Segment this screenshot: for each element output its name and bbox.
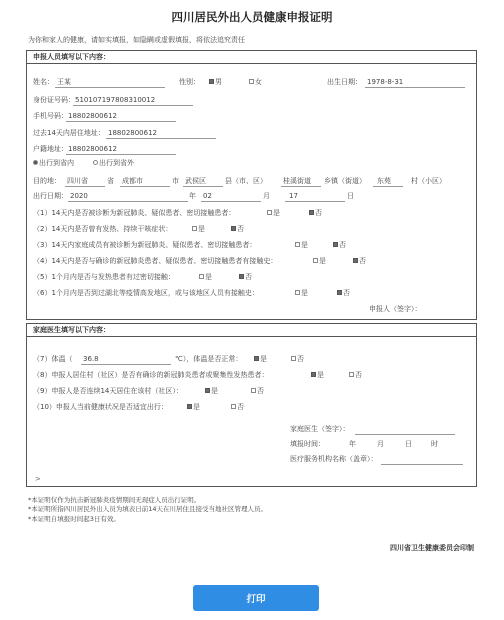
- checkbox-checked-icon: [337, 290, 342, 295]
- applicant-section-header: 申报人员填写以下内容：: [27, 51, 476, 64]
- fill-hour-label: 时: [431, 440, 438, 448]
- page-title: 四川居民外出人员健康申报证明: [171, 10, 333, 24]
- fill-month-label: 月: [377, 440, 384, 448]
- checkbox-checked-icon: [231, 226, 236, 231]
- q3-no-option[interactable]: 否: [333, 241, 346, 249]
- q9-yes-option[interactable]: 是: [205, 387, 218, 395]
- checkbox-checked-icon: [309, 210, 314, 215]
- institution-label: 医疗服务机构名称（盖章）：: [290, 455, 378, 463]
- text-cursor-indicator: >: [35, 475, 41, 483]
- village-suffix: 村（小区）: [411, 177, 446, 185]
- checkbox-icon: [295, 290, 300, 295]
- huji-field[interactable]: 18802800612: [68, 145, 117, 153]
- q3-yes-option[interactable]: 是: [295, 241, 308, 249]
- doctor-signature-label: 家庭医生（签字）：: [290, 425, 350, 433]
- q4-no-option[interactable]: 否: [353, 257, 366, 265]
- checkbox-icon: [249, 79, 254, 84]
- checkbox-icon: [349, 372, 354, 377]
- destination-county-field[interactable]: 武侯区: [185, 177, 206, 185]
- q10-no-option[interactable]: 否: [231, 403, 244, 411]
- checkbox-icon: [291, 356, 296, 361]
- fill-time-label: 填报时间：: [290, 440, 325, 448]
- q5-no-option[interactable]: 否: [239, 273, 252, 281]
- question-9-text: （9）申报人是否连续14天居住在该村（社区）：: [33, 387, 183, 395]
- radio-icon: [93, 160, 98, 165]
- applicant-signature-label: 申报人（签字）：: [369, 305, 422, 313]
- checkbox-icon: [313, 258, 318, 263]
- checkbox-icon: [251, 388, 256, 393]
- gender-male-option[interactable]: 男: [209, 78, 222, 86]
- phone-label: 手机号码：: [33, 112, 68, 120]
- question-2-text: （2）14天内是否曾有发热、持续干咳症状：: [33, 225, 173, 233]
- question-6-text: （6）1个月内是否到过湖北等疫情高发地区，或与该地区人员有接触史：: [33, 289, 259, 297]
- checkbox-icon: [267, 210, 272, 215]
- checkbox-checked-icon: [254, 356, 259, 361]
- past-address-field[interactable]: 18802800612: [108, 129, 157, 137]
- out-province-option[interactable]: 出行到省外: [93, 159, 134, 167]
- question-10-text: （10）申报人当前健康状况是否适宜出行：: [33, 403, 168, 411]
- q5-yes-option[interactable]: 是: [199, 273, 212, 281]
- checkbox-checked-icon: [187, 404, 192, 409]
- province-suffix: 省: [107, 177, 114, 185]
- q6-no-option[interactable]: 否: [337, 289, 350, 297]
- name-label: 姓名：: [33, 78, 54, 86]
- question-1-text: （1）14天内是否被诊断为新冠肺炎、疑似患者、密切接触患者：: [33, 209, 236, 217]
- q1-no-option[interactable]: 否: [309, 209, 322, 217]
- doctor-section-header: 家庭医生填写以下内容：: [27, 324, 476, 337]
- q4-yes-option[interactable]: 是: [313, 257, 326, 265]
- city-suffix: 市: [172, 177, 179, 185]
- notes: [28, 496, 267, 524]
- checkbox-checked-icon: [209, 79, 214, 84]
- destination-province-field[interactable]: 四川省: [67, 177, 88, 185]
- q1-yes-option[interactable]: 是: [267, 209, 280, 217]
- note-1: *本证明仅作为抗击新冠肺炎疫情期间无现症人员出行证明。: [28, 496, 201, 504]
- temperature-field[interactable]: 36.8: [83, 355, 99, 363]
- note-3: *本证明自填报时间起3日有效。: [28, 514, 120, 523]
- date-day-field[interactable]: 17: [289, 192, 298, 200]
- gender-female-option[interactable]: 女: [249, 78, 262, 86]
- date-year-field[interactable]: 2020: [70, 192, 88, 200]
- name-field[interactable]: 王某: [57, 78, 71, 86]
- q2-no-option[interactable]: 否: [231, 225, 244, 233]
- q9-no-option[interactable]: 否: [251, 387, 264, 395]
- birth-label: 出生日期：: [327, 78, 362, 86]
- id-field[interactable]: 510107197808310012: [75, 96, 156, 104]
- checkbox-icon: [199, 274, 204, 279]
- checkbox-checked-icon: [333, 242, 338, 247]
- q10-yes-option[interactable]: 是: [187, 403, 200, 411]
- date-month-field[interactable]: 02: [203, 192, 212, 200]
- birth-field[interactable]: 1978-8-31: [367, 78, 404, 86]
- destination-label: 目的地：: [33, 177, 61, 185]
- past-address-label: 过去14天内居住地址：: [33, 129, 105, 137]
- phone-field[interactable]: 18802800612: [68, 112, 117, 120]
- print-button[interactable]: 打印: [193, 585, 319, 611]
- q6-yes-option[interactable]: 是: [295, 289, 308, 297]
- huji-label: 户籍地址：: [33, 145, 68, 153]
- q7-no-option[interactable]: 否: [291, 355, 304, 363]
- note-2: *本证明所指四川居民外出人员为填表日前14天在川居住且接受当地社区管理人员。: [28, 505, 268, 514]
- q7-yes-option[interactable]: 是: [254, 355, 267, 363]
- destination-village-field[interactable]: 东苑: [377, 177, 391, 185]
- question-4-text: （4）14天内是否与确诊的新冠肺炎患者、疑似患者、密切接触患者有接触史：: [33, 257, 278, 265]
- temperature-label: （7）体温（: [33, 355, 73, 363]
- town-suffix: 乡镇（街道）: [324, 177, 366, 185]
- month-suffix: 月: [263, 192, 270, 200]
- fill-day-label: 日: [405, 440, 412, 448]
- year-suffix: 年: [189, 192, 196, 200]
- checkbox-icon: [295, 242, 300, 247]
- question-5-text: （5）1个月内是否与发热患者有过密切接触：: [33, 273, 175, 281]
- id-label: 身份证号码：: [33, 96, 75, 104]
- question-8-text: （8）申报人居住村（社区）是否有确诊的新冠肺炎患者或聚集性发热患者：: [33, 371, 269, 379]
- day-suffix: 日: [347, 192, 354, 200]
- question-3-text: （3）14天内家庭成员有被诊断为新冠肺炎、疑似患者、密切接触患者：: [33, 241, 257, 249]
- issuer-text: 四川省卫生健康委员会印制: [390, 544, 474, 552]
- doctor-section: [26, 323, 477, 487]
- gender-label: 性别：: [179, 78, 200, 86]
- applicant-section: [26, 50, 477, 320]
- checkbox-checked-icon: [239, 274, 244, 279]
- temperature-suffix: ℃），体温是否正常：: [175, 355, 243, 363]
- checkbox-icon: [192, 226, 197, 231]
- date-label: 出行日期：: [33, 192, 68, 200]
- destination-city-field[interactable]: 成都市: [122, 177, 143, 185]
- q8-no-option[interactable]: 否: [349, 371, 362, 379]
- intro-text: 为你和家人的健康，请如实填报，如隐瞒或虚假填报，将依法追究责任: [28, 36, 245, 44]
- county-suffix: 县（市、区）: [225, 177, 267, 185]
- checkbox-checked-icon: [353, 258, 358, 263]
- fill-year-label: 年: [349, 440, 356, 448]
- destination-town-field[interactable]: 桂溪街道: [283, 177, 311, 185]
- q8-yes-option[interactable]: 是: [311, 371, 324, 379]
- checkbox-checked-icon: [205, 388, 210, 393]
- checkbox-icon: [231, 404, 236, 409]
- radio-checked-icon: [33, 160, 38, 165]
- in-province-option[interactable]: 出行到省内: [33, 159, 74, 167]
- q2-yes-option[interactable]: 是: [192, 225, 205, 233]
- checkbox-checked-icon: [311, 372, 316, 377]
